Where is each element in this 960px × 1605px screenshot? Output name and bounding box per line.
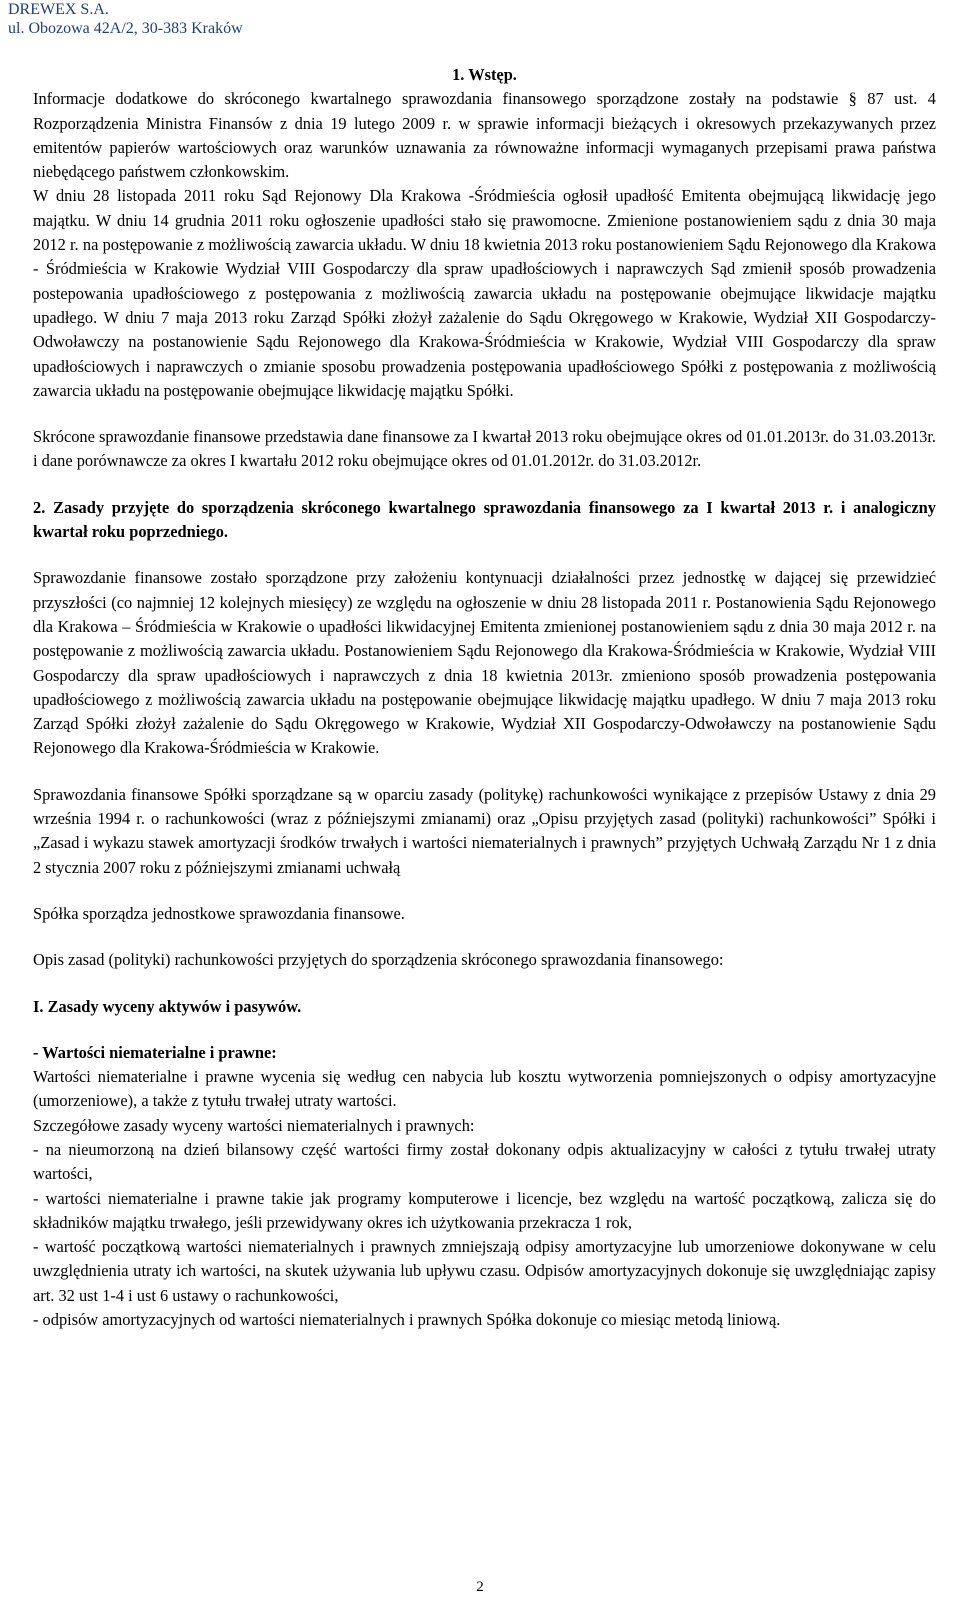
intangibles-line-goodwill: - na nieumorzoną na dzień bilansowy część wartości firmy został dokonany odpis aktualizacyjny w całości z tytułu trwałej utraty wartości,	[33, 1139, 936, 1184]
section1-heading: 1. Wstęp.	[452, 65, 517, 84]
intangibles-line-monthly: - odpisów amortyzacyjnych od wartości niematerialnych i prawnych Spółka dokonuje co miesiąc metodą liniową.	[33, 1310, 781, 1330]
valuation-heading: I. Zasady wyceny aktywów i pasywów.	[33, 996, 302, 1016]
section2-paragraph-description: Opis zasad (polityki) rachunkowości przyjętych do sporządzenia skróconego sprawozdania finansowego:	[33, 950, 724, 970]
section2-paragraph-going-concern: Sprawozdanie finansowe zostało sporządzone przy założeniu kontynuacji działalności przez jednostkę w dającej się przewidzieć przyszłości (co najmniej 12 kolejnych miesięcy) ze względu na ogłoszenie w dniu 28 listopada 2011 r. Postanowienia Sądu Rejonowego dla Krakowa – Śródmieścia w Krakowie o upadłości likwidacyjnej Emitenta zmienionej postanowieniem sądu z dnia 30 maja 2012 r. na postępowanie z możliwością zawarcia układu. Postanowieniem Sądu Rejonowego dla Krakowa-Śródmieścia w Krakowie, Wydział VIII Gospodarczy dla spraw upadłościowych i naprawczych z dnia 18 kwietnia 2013r. zmieniono sposób prowadzenia postępowania upadłościowego z możliwością zawarcia układu na postępowanie obejmujące likwidację majątku upadłego. W dniu 7 maja 2013 roku Zarząd Spółki złożył zażalenie do Sądu Okręgowego w Krakowie, Wydział XII Gospodarczy-Odwoławczy na postanowienie Sądu Rejonowego dla Krakowa-Śródmieścia w Krakowie.	[33, 568, 936, 758]
company-name: DREWEX S.A.	[8, 1, 109, 18]
document-body	[33, 63, 936, 1332]
intangibles-subheading: - Wartości niematerialne i prawne:	[33, 1042, 277, 1062]
document-header	[8, 0, 243, 38]
page-number: 2	[476, 1579, 484, 1595]
section2-paragraph-standalone: Spółka sporządza jednostkowe sprawozdania finansowe.	[33, 903, 405, 923]
intangibles-line-amortization: - wartość początkową wartości niematerialnych i prawnych zmniejszają odpisy amortyzacyjne lub umorzeniowe dokonywane w celu uwzględnienia utraty ich wartości, na skutek używania lub upływu czasu. Odpisów amortyzacyjnych dokonuje się uwzględniając zapisy art. 32 ust 1-4 i ust 6 ustawy o rachunkowości,	[33, 1237, 936, 1305]
section1-paragraph-period: Skrócone sprawozdanie finansowe przedstawia dane finansowe za I kwartał 2013 roku obejmujące okres od 01.01.2013r. do 31.03.2013r. i dane porównawcze za okres I kwartału 2012 roku obejmujące okres od 01.01.2012r. do 31.03.2012r.	[33, 427, 936, 471]
intangibles-line-detail-intro: Szczegółowe zasady wyceny wartości niematerialnych i prawnych:	[33, 1115, 475, 1135]
intangibles-line-valuation: Wartości niematerialne i prawne wycenia się według cen nabycia lub kosztu wytworzenia pomniejszonych o odpisy amortyzacyjne (umorzeniowe), a także z tytułu trwałej utraty wartości.	[33, 1067, 936, 1111]
company-address: ul. Obozowa 42A/2, 30-383 Kraków	[8, 20, 243, 37]
section2-heading: 2. Zasady przyjęte do sporządzenia skróconego kwartalnego sprawozdania finansowego za I kwartał 2013 r. i analogiczny kwartał roku poprzedniego.	[33, 497, 936, 542]
section2-paragraph-policy: Sprawozdania finansowe Spółki sporządzane są w oparciu zasady (politykę) rachunkowości wynikające z przepisów Ustawy z dnia 29 września 1994 r. o rachunkowości (wraz z późniejszymi zmianami) oraz „Opisu przyjętych zasad (polityki) rachunkowości” Spółki i „Zasad i wykazu stawek amortyzacji środków trwałych i wartości niematerialnych i prawnych” przyjętych Uchwałą Zarządu Nr 1 z dnia 2 stycznia 2007 roku z późniejszymi zmianami uchwałą	[33, 784, 936, 877]
section1-paragraph-intro: Informacje dodatkowe do skróconego kwartalnego sprawozdania finansowego sporządzone zostały na podstawie § 87 ust. 4 Rozporządzenia Ministra Finansów z dnia 19 lutego 2009 r. w sprawie informacji bieżących i okresowych przekazywanych przez emitentów papierów wartościowych oraz warunków uznawania za równoważne informacji wymaganych przepisami prawa państwa niebędącego państwem członkowskim.	[33, 89, 936, 182]
section1-paragraph-bankruptcy: W dniu 28 listopada 2011 roku Sąd Rejonowy Dla Krakowa -Śródmieścia ogłosił upadłość Emitenta obejmującą likwidację jego majątku. W dniu 14 grudnia 2011 roku ogłoszenie upadłości stało się prawomocne. Zmienione postanowieniem sądu z dnia 30 maja 2012 r. na postępowanie z możliwością zawarcia układu. W dniu 18 kwietnia 2013 roku postanowieniem Sądu Rejonowego dla Krakowa - Śródmieścia w Krakowie Wydział VIII Gospodarczy dla spraw upadłościowych i naprawczych Sąd zmienił sposób prowadzenia postepowania upadłościowego z postępowania z możliwością zawarcia układu na postępowanie obejmujące likwidacje majątku upadłego. W dniu 7 maja 2013 roku Zarząd Spółki złożył zażalenie do Sądu Okręgowego w Krakowie, Wydział XII Gospodarczy-Odwoławczy na postanowienie Sądu Rejonowego dla Krakowa-Śródmieścia w Krakowie, Wydział VIII Gospodarczy dla spraw upadłościowych i naprawczych o zmianie sposobu prowadzenia postępowania upadłościowego Spółki z postępowania z możliwością zawarcia układu na postępowanie obejmujące likwidację majątku Spółki.	[33, 186, 936, 400]
intangibles-line-software: - wartości niematerialne i prawne takie jak programy komputerowe i licencje, bez względu na wartość początkową, zalicza się do składników majątku trwałego, jeśli przewidywany okres ich użytkowania przekracza 1 rok,	[33, 1188, 936, 1232]
